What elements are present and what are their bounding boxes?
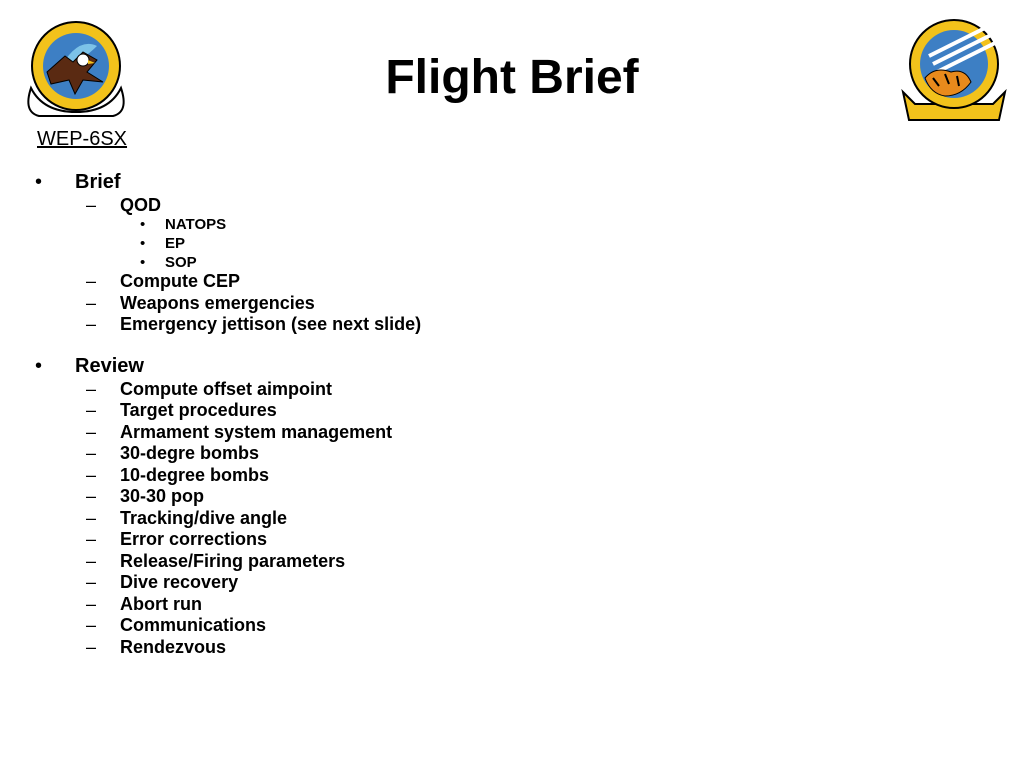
list-item-label: Rendezvous — [120, 637, 227, 657]
list-item — [86, 637, 227, 658]
list-item-label: Emergency jettison (see next slide) — [120, 314, 422, 334]
list-item-label: QOD — [120, 195, 162, 215]
section-review — [35, 354, 144, 378]
dash-marker: – — [86, 529, 97, 549]
dash-marker: – — [86, 615, 97, 635]
list-item — [86, 443, 260, 464]
dash-marker: – — [86, 271, 97, 291]
list-item — [86, 529, 268, 550]
list-item-label: 30-degre bombs — [120, 443, 260, 463]
list-item-label: Weapons emergencies — [120, 293, 315, 313]
sub-list-item-label: SOP — [165, 254, 197, 271]
section-brief — [35, 170, 121, 194]
sub-list-item-label: NATOPS — [165, 216, 227, 233]
bullet-marker: • — [35, 171, 43, 193]
dash-marker: – — [86, 551, 97, 571]
list-item — [86, 615, 267, 636]
eagle-squadron-patch-icon — [17, 16, 135, 128]
list-item-label: Abort run — [120, 594, 202, 614]
list-item-label: Dive recovery — [120, 572, 239, 592]
dash-marker: – — [86, 486, 97, 506]
bullet-marker: • — [140, 254, 146, 271]
list-item — [86, 379, 332, 400]
list-item — [86, 314, 422, 335]
list-item — [86, 293, 315, 314]
dash-marker: – — [86, 400, 97, 420]
list-item — [86, 508, 288, 529]
list-item-label: Error corrections — [120, 529, 268, 549]
list-item-label: Compute CEP — [120, 271, 241, 291]
list-item — [86, 572, 239, 593]
dash-marker: – — [86, 314, 97, 334]
dash-marker: – — [86, 594, 97, 614]
dash-marker: – — [86, 379, 97, 399]
list-item-label: 10-degree bombs — [120, 465, 270, 485]
list-item — [86, 422, 393, 443]
course-code: WEP-6SX — [37, 128, 128, 150]
sub-list-item — [140, 216, 227, 234]
list-item — [86, 465, 270, 486]
section-label: Review — [75, 355, 144, 377]
bullet-marker: • — [140, 216, 146, 233]
sub-list-item — [140, 235, 186, 253]
list-item-label: 30-30 pop — [120, 486, 205, 506]
list-item-label: Armament system management — [120, 422, 393, 442]
bullet-marker: • — [140, 235, 146, 252]
dash-marker: – — [86, 508, 97, 528]
dash-marker: – — [86, 465, 97, 485]
dash-marker: – — [86, 195, 97, 215]
sub-list-item — [140, 254, 197, 272]
sub-list-item-label: EP — [165, 235, 186, 252]
dash-marker: – — [86, 637, 97, 657]
slide-title: Flight Brief — [385, 51, 639, 104]
tiger-squadron-patch-icon — [899, 16, 1009, 128]
dash-marker: – — [86, 293, 97, 313]
dash-marker: – — [86, 572, 97, 592]
list-item — [86, 195, 162, 216]
dash-marker: – — [86, 422, 97, 442]
list-item — [86, 594, 202, 615]
section-label: Brief — [75, 171, 121, 193]
list-item — [86, 271, 241, 292]
list-item-label: Compute offset aimpoint — [120, 379, 332, 399]
bullet-marker: • — [35, 355, 43, 377]
list-item — [86, 400, 277, 421]
list-item-label: Communications — [120, 615, 267, 635]
list-item — [86, 551, 346, 572]
dash-marker: – — [86, 443, 97, 463]
list-item-label: Tracking/dive angle — [120, 508, 288, 528]
list-item-label: Release/Firing parameters — [120, 551, 346, 571]
list-item — [86, 486, 205, 507]
list-item-label: Target procedures — [120, 400, 277, 420]
